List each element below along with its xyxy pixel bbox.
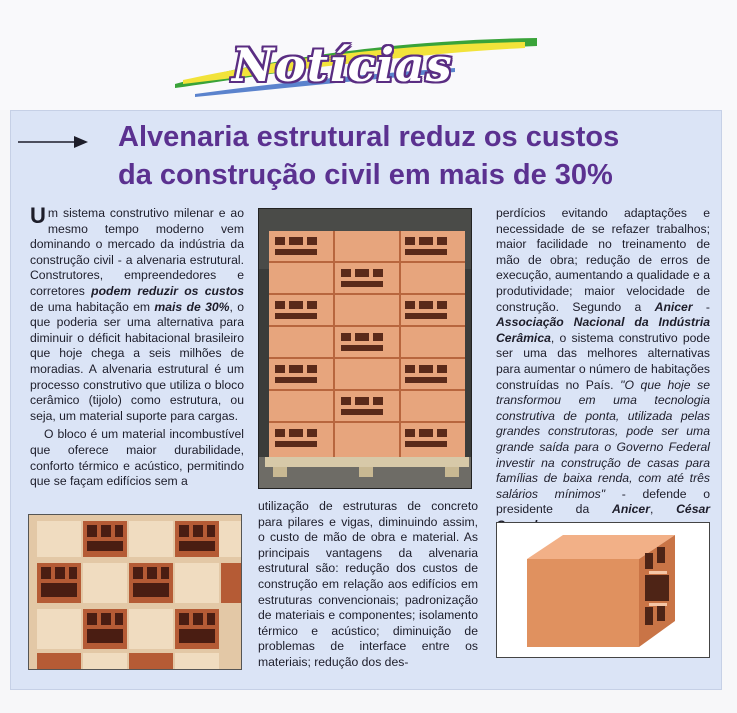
article-column-3 — [496, 206, 710, 533]
col1-emphasis-2: mais de 30% — [154, 299, 230, 314]
headline-line-1: Alvenaria estrutural reduz os custos — [118, 121, 620, 153]
col1-emphasis-1: podem reduzir os custos — [91, 283, 244, 298]
col3-text-g: - defende o presidente da — [496, 486, 710, 517]
col3-comma: , — [649, 502, 677, 517]
col3-anicer-2: Anicer — [612, 502, 650, 517]
article-headline — [118, 118, 718, 194]
drop-cap: U — [30, 203, 46, 228]
article-column-1 — [30, 203, 244, 490]
arrow-icon — [18, 134, 90, 150]
col2-text: utilização de estruturas de concreto para pilares e vigas, diminuindo assim, o custo de mão de obra e material. As principais vantagens da alvenaria estrutural são: redução dos custos de construção em relação aos edifícios em estruturas convencionais; padronização de materiais e componentes; isolamento térmico e acústico; diminuição de problemas de interface entre os materiais; redução dos des- — [258, 499, 478, 669]
ceramic-block-photo — [496, 522, 710, 658]
banner-title: Notícias — [232, 38, 453, 92]
col3-president-name: César — [676, 502, 710, 517]
col1-paragraph-2: O bloco é um material incombustível que oferece maior durabilidade, conforto térmico e acústico, permitindo que se façam edifícios sem a — [30, 427, 244, 489]
col3-association-name: Associação Nacional da Indústria Cerâmica — [496, 315, 710, 345]
col3-text-e: , o sistema construtivo pode ser uma das melhores alternativas para aumentar o número de habitações construídas no País. — [496, 330, 710, 392]
col3-dash: - — [692, 299, 710, 314]
news-banner — [0, 0, 737, 110]
brick-pallet-photo — [258, 208, 472, 489]
headline-line-2: da construção civil em mais de 30% — [118, 159, 613, 191]
brick-wall-photo — [28, 514, 242, 670]
col3-anicer-1: Anicer — [654, 299, 693, 314]
article-column-2 — [258, 499, 478, 671]
col3-text-a: perdícios evitando adaptações e necessidade de se refazer trabalhos; maior facilidade no treinamento de mão de obra; redução de erros de execução, aumentando a qualidade e a produtividade; maior velocidade de construção. Segundo a — [496, 206, 710, 314]
col3-quote: "O que hoje se transformou em uma tecnologia construtiva de ponta, utilizada pelas grandes construtoras, pode ser uma grande saída para o Governo Federal investir na construção de casas para famílias de baixa renda, com até três salários mínimos" — [496, 377, 710, 501]
col1-text-e: , o que poderia ser uma alternativa para diminuir o déficit habitacional brasileiro que hoje chega a seis milhões de moradias. A alvenaria estrutural é um processo construtivo que utiliza o bloco cerâmico (tijolo) como estrutura, ou seja, um material suporte para cargas. — [30, 299, 244, 423]
col1-text-c: de uma habitação em — [30, 299, 155, 314]
col1-text-a: m sistema construtivo milenar e ao mesmo tempo moderno vem dominando o mercado da indústria da construção civil - a alvenaria estrutural. Construtores, empreendedores e corretores — [30, 206, 244, 298]
